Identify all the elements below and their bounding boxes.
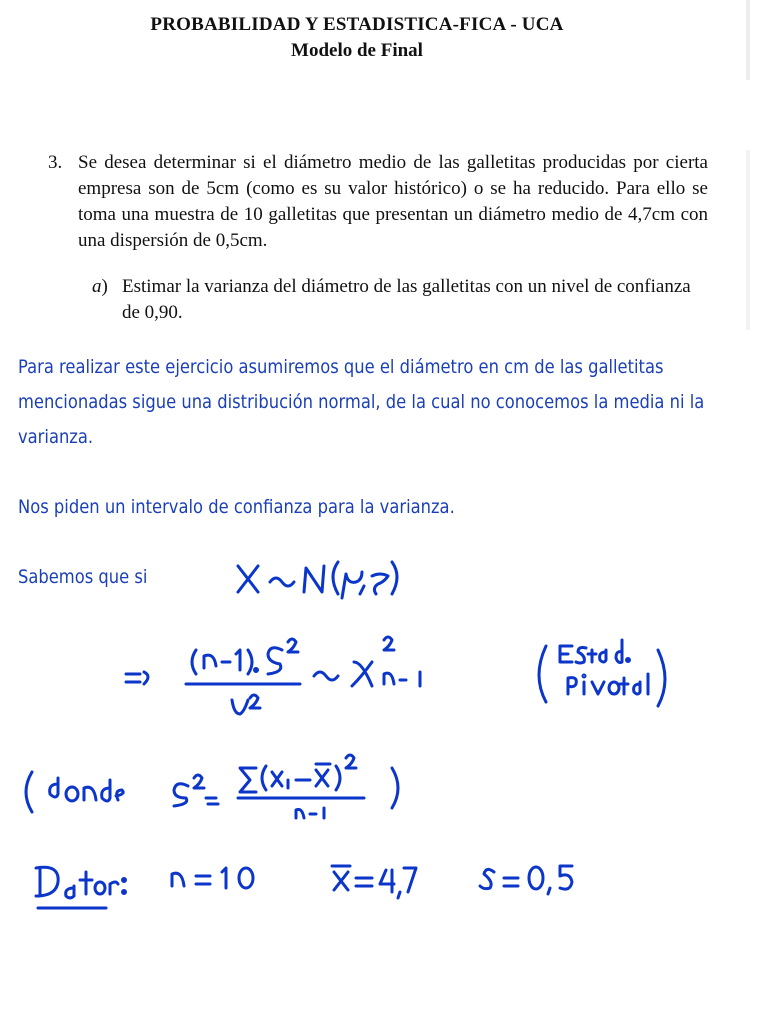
distribution-formula (238, 562, 397, 598)
note-assumption: Para realizar este ejercicio asumiremos que el diámetro en cm de las galletitas mencionadas sigue una distribución normal, de la cual no conocemos la media ni la varianza. (18, 356, 705, 448)
problem-number: 3. (48, 152, 63, 173)
note-sabemos: Sabemos que si (18, 566, 148, 588)
course-title: PROBABILIDAD Y ESTADISTICA-FICA - UCA (150, 14, 564, 35)
sub-question-text: Estimar la varianza del diámetro de las galletitas con un nivel de confianza de 0,90. (122, 276, 691, 323)
sub-question-letter: a (92, 276, 102, 297)
pivot-formula (126, 637, 420, 714)
problem-text: Se desea determinar si el diámetro medio de las galletitas producidas por cierta empresa son de 5cm (como es su valor histórico) o se ha reducido. Para ello se toma una muestra de 10 galletitas que presentan un diámetro medio de 4,7cm con una dispersión de 0,5cm. (78, 152, 708, 251)
note-interval: Nos piden un intervalo de confianza para la varianza. (18, 496, 455, 518)
data-values (36, 866, 572, 908)
sub-question-label: a) (92, 276, 108, 297)
pivot-note (539, 640, 665, 706)
exam-subtitle: Modelo de Final (291, 40, 423, 61)
variance-definition (26, 755, 398, 818)
